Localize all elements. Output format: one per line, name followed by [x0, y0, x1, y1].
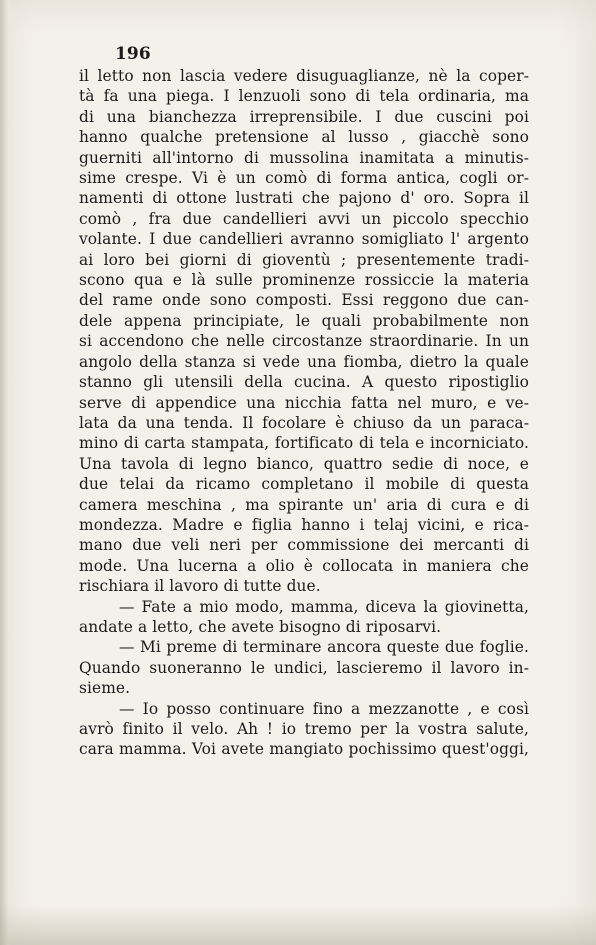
text-line: due telai da ricamo completano il mobile di questa: [79, 475, 529, 494]
text-line: serve di appendice una nicchia fatta nel muro, e ve-: [79, 393, 529, 412]
text-line: stanno gli utensili della cucina. A questo ripostiglio: [79, 373, 529, 392]
body-text: [79, 66, 529, 760]
text-line: andate a letto, che avete bisogno di riposarvi.: [79, 617, 442, 636]
text-line: guerniti all'intorno di mussolina inamitata a minutis-: [79, 148, 529, 167]
text-line: camera meschina , ma spirante un' aria di cura e di: [79, 495, 529, 514]
text-line: mode. Una lucerna a olio è collocata in maniera che: [79, 556, 529, 575]
text-line: avrò finito il velo. Ah ! io tremo per la vostra salute,: [79, 720, 529, 738]
page-text-block: [79, 44, 529, 760]
text-line: mino di carta stampata, fortificato di tela e incorniciato.: [79, 434, 529, 453]
page-number: 196: [115, 44, 151, 64]
text-line: Una tavola di legno bianco, quattro sedie di noce, e: [79, 454, 529, 473]
text-line: rischiara il lavoro di tutte due.: [79, 577, 321, 596]
text-line: — Fate a mio modo, mamma, diceva la giovinetta,: [119, 597, 529, 616]
text-line: — Mi preme di terminare ancora queste due foglie.: [119, 638, 529, 657]
text-line: mondezza. Madre e figlia hanno i telaj vicini, e rica-: [79, 515, 529, 534]
text-line: lata da una tenda. Il focolare è chiuso da un paraca-: [79, 413, 529, 432]
text-line: di una bianchezza irreprensibile. I due cuscini poi: [79, 107, 529, 126]
text-line: namenti di ottone lustrati che pajono d' oro. Sopra il: [79, 189, 529, 208]
text-line: del rame onde sono composti. Essi reggono due can-: [79, 291, 529, 310]
page-gutter-shadow: [0, 0, 14, 945]
text-line: angolo della stanza si vede una fiomba, dietro la quale: [79, 352, 529, 371]
text-line: sime crespe. Vi è un comò di forma antica, cogli or-: [79, 169, 529, 188]
text-line: dele appena principiate, le quali probabilmente non: [79, 311, 529, 330]
text-line: — Io posso continuare fino a mezzanotte , e così: [119, 699, 529, 718]
text-line: ai loro bei giorni di gioventù ; presentemente tradi-: [79, 250, 529, 269]
text-line: tà fa una piega. I lenzuoli sono di tela ordinaria, ma: [79, 87, 529, 106]
text-line: il letto non lascia vedere disuguaglianze, nè la coper-: [79, 67, 529, 85]
text-line: si accendono che nelle circostanze straordinarie. In un: [79, 332, 529, 351]
text-line: hanno qualche pretensione al lusso , giacchè sono: [79, 128, 529, 147]
text-line: comò , fra due candellieri avvi un piccolo specchio: [79, 209, 529, 228]
page-bottom-shadow: [0, 905, 596, 945]
text-line: Quando suoneranno le undici, lascieremo il lavoro in-: [79, 658, 529, 677]
text-line: cara mamma. Voi avete mangiato pochissimo quest'oggi,: [79, 740, 529, 759]
text-line: scono qua e là sulle prominenze rossiccie la materia: [79, 271, 529, 290]
text-line: sieme.: [79, 679, 131, 698]
text-line: mano due veli neri per commissione dei mercanti di: [79, 536, 529, 555]
text-line: volante. I due candellieri avranno somigliato l' argento: [79, 230, 529, 249]
